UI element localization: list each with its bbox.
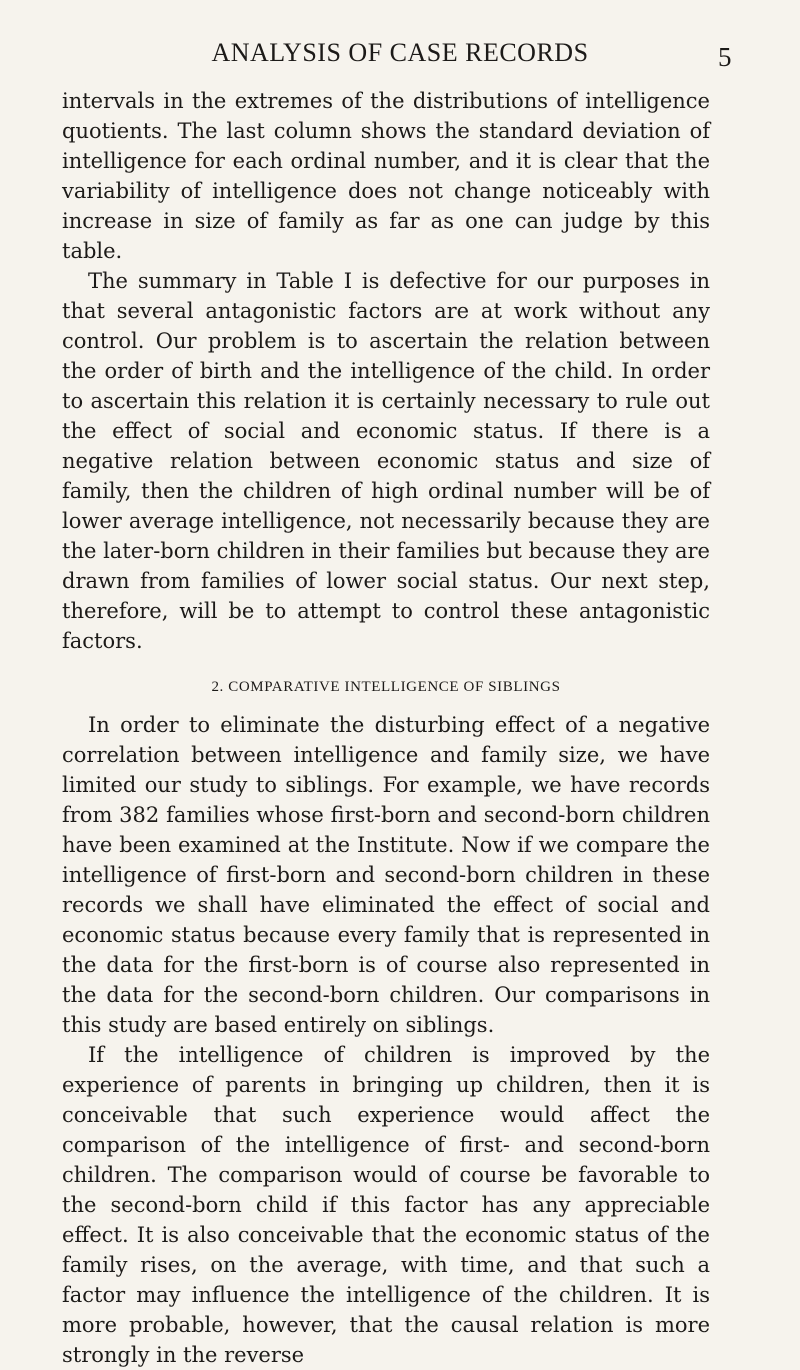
- paragraph-summary-table-i: The summary in Table I is defective for our purposes in that several antagonistic factors are at work without any control. Our problem is to ascertain the relation between the order of birth and the intelligence of the child. In order to ascertain this relation it is certainly necessary to rule out the effect of social and economic status. If there is a negative relation between economic status and size of family, then the children of high ordinal number will be of lower average intelligence, not necessarily because they are the later-born children in their families but because they are drawn from families of lower social status. Our next step, therefore, will be to attempt to control these antagonistic factors.: [62, 269, 710, 653]
- paragraph-parental-experience: If the intelligence of children is improved by the experience of parents in bringing up children, then it is conceivable that such experience would affect the comparison of the intelligence of first- and second-born children. The comparison would of course be favorable to the second-born child if this factor has any appreciable effect. It is also conceivable that the economic status of the family rises, on the average, with time, and that such a factor may influence the intelligence of the children. It is more probable, however, that the causal relation is more strongly in the reverse: [62, 1043, 710, 1367]
- page-number: 5: [718, 42, 732, 72]
- running-title: ANALYSIS OF CASE RECORDS: [211, 38, 589, 67]
- paragraph-siblings: In order to eliminate the disturbing effect of a negative correlation between intelligence and family size, we have limited our study to siblings. For example, we have records from 382 families whose first-born and second-born children have been examined at the Institute. Now if we compare the intelligence of first-born and second-born children in these records we shall have eliminated the effect of social and economic status because every family that is represented in the data for the first-born is of course also represented in the data for the second-born children. Our comparisons in this study are based entirely on siblings.: [62, 713, 710, 1037]
- paragraph-continuation: intervals in the extremes of the distributions of intelligence quotients. The last column shows the standard deviation of intelligence for each ordinal number, and it is clear that the variability of intelligence does not change noticeably with increase in size of family as far as one can judge by this table.: [62, 89, 710, 263]
- body-text: [62, 86, 710, 1370]
- section-heading: 2. COMPARATIVE INTELLIGENCE OF SIBLINGS: [211, 679, 561, 695]
